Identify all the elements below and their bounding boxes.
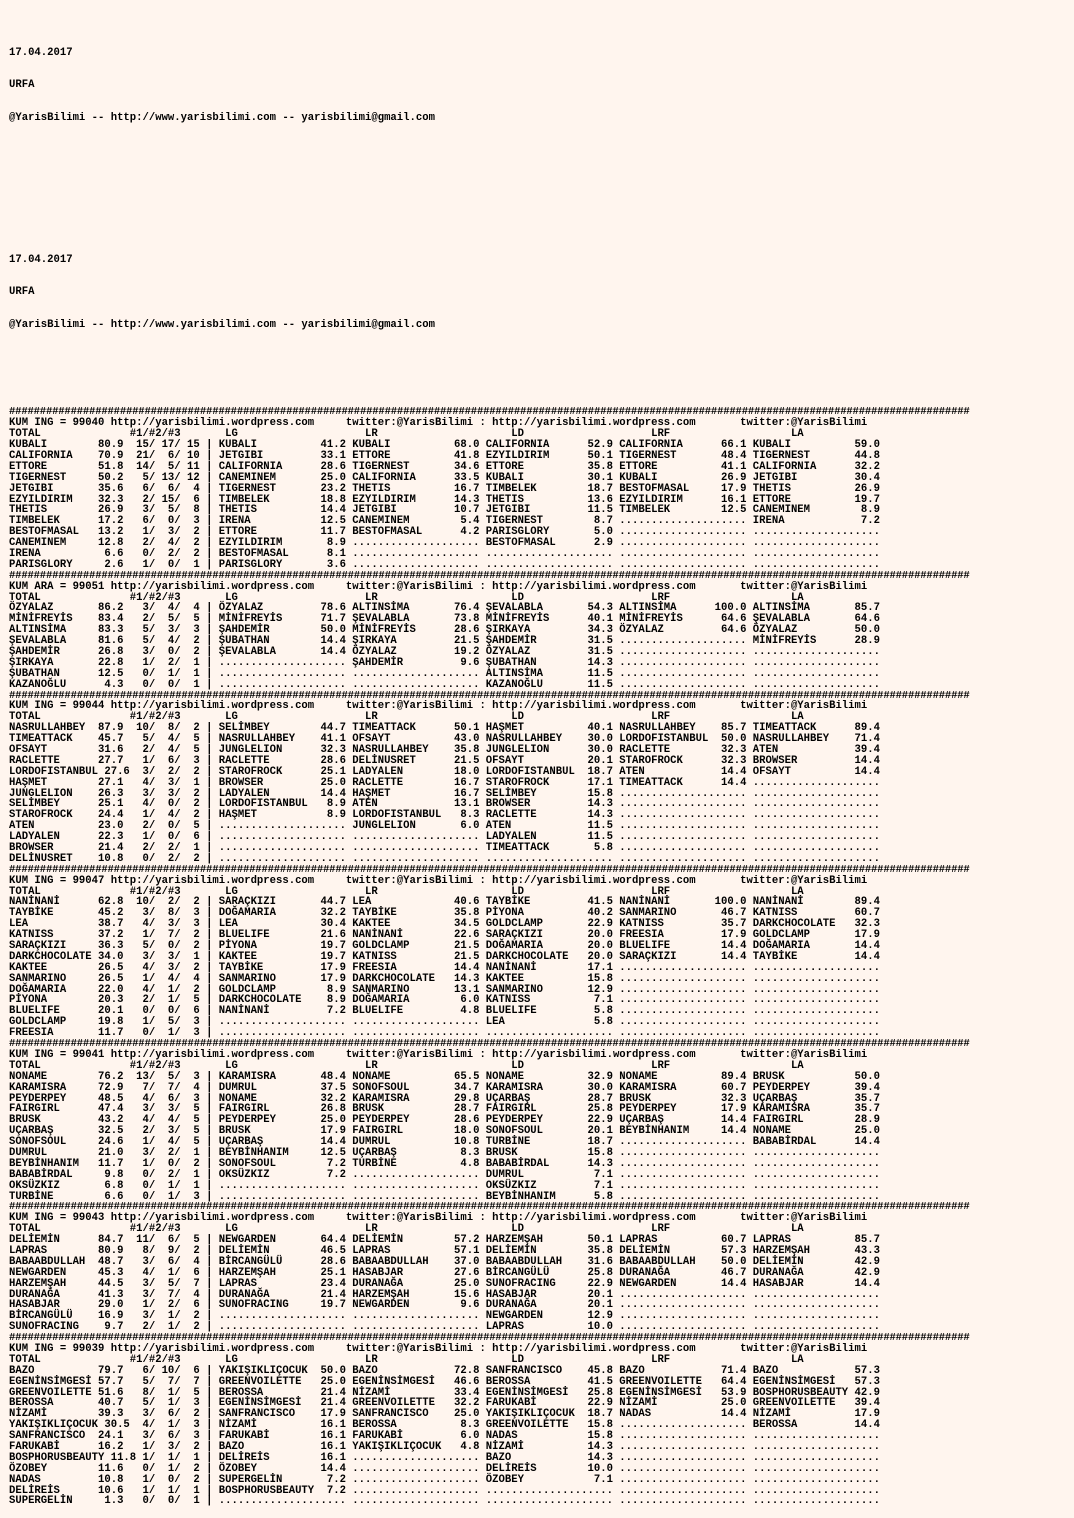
column-header: TOTAL #1/#2/#3 LG LR LD LRF LA	[9, 1059, 804, 1072]
horse-row: DARKCHOCOLATE 34.0 3/ 3/ 1 | KAKTEE 19.7 KATNISS 21.5 DARKCHOCOLATE 20.0 SARAÇKIZI 14.4 TAYBİKE 14.4	[9, 950, 880, 963]
horse-row: EZYILDIRIM 32.3 2/ 15/ 6 | TIMBELEK 18.8 EZYILDIRIM 14.3 THETIS 13.6 EZYILDIRIM 16.1 ETTORE 19.7	[9, 493, 880, 506]
horse-row: BLUELIFE 20.1 0/ 0/ 6 | NANİNANİ 7.2 BLUELIFE 4.8 BLUELIFE 5.8 .................... ....................	[9, 1005, 880, 1018]
race-title: KUM ING = 99047 http://yarisbilimi.wordpress.com twitter:@YarisBilimi : http://yarisbilimi.wordpress.com twitter:@YarisBilimi	[9, 874, 868, 887]
horse-row: CALIFORNIA 70.9 21/ 6/ 10 | JETGIBI 33.1 ETTORE 41.8 EZYILDIRIM 50.1 TIGERNEST 48.4 TIGERNEST 44.8	[9, 449, 880, 462]
report-date: 17.04.2017	[9, 46, 73, 59]
race-tables	[9, 407, 1074, 1507]
race-block	[9, 1202, 1074, 1333]
race-title: KUM ING = 99043 http://yarisbilimi.wordpress.com twitter:@YarisBilimi : http://yarisbilimi.wordpress.com twitter:@YarisBilimi	[9, 1212, 868, 1225]
horse-row: UÇARBAŞ 32.5 2/ 3/ 5 | BRUSK 17.9 FAIRGIRL 18.0 SONOFSOUL 20.1 BEYBİNHANIM 14.4 NONAME 25.0	[9, 1125, 880, 1138]
horse-row: NONAME 76.2 13/ 5/ 3 | KARAMISRA 48.4 NONAME 65.5 NONAME 32.9 NONAME 89.4 BRUSK 50.0	[9, 1070, 880, 1083]
horse-row: CANEMINEM 12.8 2/ 4/ 2 | EZYILDIRIM 8.9 .................... BESTOFMASAL 2.9 .................... ....................	[9, 537, 880, 550]
horse-row: TIMEATTACK 45.7 5/ 4/ 5 | NASRULLAHBEY 41.1 OFSAYT 43.0 NASRULLAHBEY 30.0 LORDOFISTANBUL 50.0 NASRULLAHBEY 71.4	[9, 733, 880, 746]
race-block	[9, 865, 1074, 1039]
horse-row: NASRULLAHBEY 87.9 10/ 8/ 2 | SELİMBEY 44.7 TIMEATTACK 50.1 HAŞMET 40.1 NASRULLAHBEY 85.7 TIMEATTACK 89.4	[9, 722, 880, 735]
horse-row: ATEN 23.0 2/ 0/ 5 | .................... JUNGLELION 6.0 ATEN 11.5 .................... ....................	[9, 820, 880, 833]
horse-row: KUBALI 80.9 15/ 17/ 15 | KUBALI 41.2 KUBALI 68.0 CALIFORNIA 52.9 CALIFORNIA 66.1 KUBALI 59.0	[9, 439, 880, 452]
horse-row: NEWGARDEN 45.3 4/ 1/ 6 | HARZEMŞAH 25.1 HASABJAR 27.6 BİRCANGÜLÜ 25.8 DURANAĞA 46.7 DURANAĞA 42.9	[9, 1266, 880, 1279]
horse-row: KARAMISRA 72.9 7/ 7/ 4 | DUMRUL 37.5 SONOFSOUL 34.7 KARAMISRA 30.0 KARAMISRA 60.7 PEYDERPEY 39.4	[9, 1081, 880, 1094]
horse-row: JUNGLELION 26.3 3/ 3/ 2 | LADYALEN 14.4 HAŞMET 16.7 SELİMBEY 15.8 .................... ....................	[9, 787, 880, 800]
horse-row: LEA 38.7 4/ 3/ 3 | LEA 30.4 KAKTEE 34.5 GOLDCLAMP 22.9 KATNISS 35.7 DARKCHOCOLATE 32.3	[9, 918, 880, 931]
horse-row: ÖZYALAZ 86.2 3/ 4/ 4 | ÖZYALAZ 78.6 ALTINSİMA 76.4 ŞEVALABLA 54.3 ALTINSİMA 100.0 ALTINSİMA 85.7	[9, 602, 880, 615]
horse-row: SANMARINO 26.5 1/ 4/ 4 | SANMARINO 17.9 DARKCHOCOLATE 14.3 KAKTEE 15.8 .................... ....................	[9, 972, 880, 985]
spacer	[9, 168, 1074, 179]
column-header: TOTAL #1/#2/#3 LG LR LD LRF LA	[9, 885, 804, 898]
column-header: TOTAL #1/#2/#3 LG LR LD LRF LA	[9, 428, 804, 441]
race-block	[9, 691, 1074, 865]
horse-row: DUMRUL 21.0 3/ 2/ 1 | BEYBİNHANIM 12.5 UÇARBAŞ 8.3 BRUSK 15.8 .................... ....................	[9, 1146, 880, 1159]
horse-row: KAZANOĞLU 4.3 0/ 0/ 1 | .................... .................... KAZANOĞLU 11.5 .................... ....................	[9, 678, 880, 691]
horse-row: FREESIA 11.7 0/ 1/ 3 | .................... .................... .................... .................... ....................	[9, 1027, 880, 1040]
horse-row: MİNİFREYİS 83.4 2/ 5/ 5 | MİNİFREYİS 71.7 ŞEVALABLA 73.8 MİNİFREYİS 40.1 MİNİFREYİS 64.6 ŞEVALABLA 64.6	[9, 613, 880, 626]
horse-row: ŞEVALABLA 81.6 5/ 4/ 2 | ŞUBATHAN 14.4 ŞIRKAYA 21.5 ŞAHDEMİR 31.5 .................... MİNİFREYİS 28.9	[9, 635, 880, 648]
horse-row: DELİNUSRET 10.8 0/ 2/ 2 | .................... .................... .................... .................... ....................	[9, 852, 880, 865]
horse-row: HAŞMET 27.1 4/ 3/ 1 | BROWSER 25.0 RACLETTE 16.7 STAROFROCK 17.1 TIMEATTACK 14.4 ....................	[9, 776, 880, 789]
horse-row: LORDOFISTANBUL 27.6 3/ 2/ 2 | STAROFROCK 25.1 LADYALEN 18.0 LORDOFISTANBUL 18.7 ATEN 14.4 OFSAYT 14.4	[9, 765, 880, 778]
report-header-2	[9, 233, 1074, 353]
horse-row: PEYDERPEY 48.5 4/ 6/ 3 | NONAME 32.2 KARAMISRA 29.8 UÇARBAŞ 28.7 BRUSK 32.3 UÇARBAŞ 35.7	[9, 1092, 880, 1105]
horse-row: OKSÜZKIZ 6.8 0/ 1/ 1 | .................... .................... OKSÜZKIZ 7.1 .................... ....................	[9, 1179, 880, 1192]
horse-row: DELİEMİN 84.7 11/ 6/ 5 | NEWGARDEN 64.4 DELİEMİN 57.2 HARZEMŞAH 50.1 LAPRAS 60.7 LAPRAS 85.7	[9, 1234, 880, 1247]
horse-row: RACLETTE 27.7 1/ 6/ 3 | RACLETTE 28.6 DELİNUSRET 21.5 OFSAYT 20.1 STAROFROCK 32.3 BROWSER 14.4	[9, 754, 880, 767]
horse-row: KATNISS 37.2 1/ 7/ 2 | BLUELIFE 21.6 NANİNANİ 22.6 SARAÇKIZI 20.0 FREESIA 17.9 GOLDCLAMP 17.9	[9, 929, 880, 942]
report-city: URFA	[9, 286, 35, 299]
horse-row: ŞAHDEMİR 26.8 3/ 0/ 2 | ŞEVALABLA 14.4 ÖZYALAZ 19.2 ÖZYALAZ 31.5 .................... ....................	[9, 645, 880, 658]
horse-row: BAZO 79.7 6/ 10/ 6 | YAKIŞIKLIÇOCUK 50.0 BAZO 72.8 SANFRANCISCO 45.8 BAZO 71.4 BAZO 57.3	[9, 1364, 880, 1377]
separator-line: ############################################################################################################################################################	[9, 690, 970, 702]
horse-row: LAPRAS 80.9 8/ 9/ 2 | DELİEMİN 46.5 LAPRAS 57.1 DELİEMİN 35.8 DELİEMİN 57.3 HARZEMŞAH 43.3	[9, 1244, 880, 1257]
report-date: 17.04.2017	[9, 253, 73, 266]
horse-row: FAIRGIRL 47.4 3/ 3/ 5 | FAIRGIRL 26.8 BRUSK 28.7 FAIRGIRL 25.8 PEYDERPEY 17.9 KARAMISRA 35.7	[9, 1103, 880, 1116]
spacer	[9, 375, 1074, 386]
horse-row: KAKTEE 26.5 4/ 3/ 2 | TAYBİKE 17.9 FREESIA 14.4 NANİNANİ 17.1 .................... ....................	[9, 961, 880, 974]
horse-row: EGENİNSİMGESİ 57.7 5/ 7/ 7 | GREENVOILETTE 25.0 EGENİNSİMGESİ 46.6 BEROSSA 41.5 GREENVOILETTE 64.4 EGENİNSİMGESİ 57.3	[9, 1375, 880, 1388]
race-block	[9, 1333, 1074, 1507]
horse-row: SARAÇKIZI 36.3 5/ 0/ 2 | PİYONA 19.7 GOLDCLAMP 21.5 DOĞAMARIA 20.0 BLUELIFE 14.4 DOĞAMARIA 14.4	[9, 940, 880, 953]
horse-row: NİZAMİ 39.3 3/ 6/ 2 | SANFRANCISCO 17.9 SANFRANCISCO 25.0 YAKIŞIKLIÇOCUK 18.7 NADAS 14.4 NİZAMİ 17.9	[9, 1408, 880, 1421]
horse-row: TAYBİKE 45.2 3/ 8/ 3 | DOĞAMARIA 32.2 TAYBİKE 35.8 PİYONA 40.2 SANMARINO 46.7 KATNISS 60.7	[9, 907, 880, 920]
column-header: TOTAL #1/#2/#3 LG LR LD LRF LA	[9, 711, 804, 724]
separator-line: ############################################################################################################################################################	[9, 570, 970, 582]
horse-row: THETIS 26.9 3/ 5/ 8 | THETIS 14.4 JETGIBI 10.7 JETGIBI 11.5 TIMBELEK 12.5 CANEMINEM 8.9	[9, 504, 880, 517]
race-title: KUM ING = 99039 http://yarisbilimi.wordpress.com twitter:@YarisBilimi : http://yarisbilimi.wordpress.com twitter:@YarisBilimi	[9, 1342, 868, 1355]
horse-row: HASABJAR 29.0 1/ 2/ 6 | SUNOFRACING 19.7 NEWGARDEN 9.6 DURANAĞA 20.1 .................... ....................	[9, 1299, 880, 1312]
horse-row: DOĞAMARIA 22.0 4/ 1/ 2 | GOLDCLAMP 8.9 SANMARINO 13.1 SANMARINO 12.9 .................... ....................	[9, 983, 880, 996]
horse-row: BİRCANGÜLÜ 16.9 3/ 1/ 2 | .................... .................... NEWGARDEN 12.9 .................... ....................	[9, 1310, 880, 1323]
race-block	[9, 407, 1074, 570]
horse-row: BABABİRDAL 9.8 0/ 2/ 1 | OKSÜZKIZ 7.2 .................... DUMRUL 7.1 .................... ....................	[9, 1168, 880, 1181]
race-block	[9, 571, 1074, 691]
horse-row: ŞUBATHAN 12.5 0/ 1/ 1 | .................... .................... ALTINSİMA 11.5 .................... ....................	[9, 667, 880, 680]
horse-row: BRUSK 43.2 4/ 4/ 5 | PEYDERPEY 25.0 PEYDERPEY 28.6 PEYDERPEY 22.9 UÇARBAŞ 14.4 FAIRGIRL 28.9	[9, 1114, 880, 1127]
column-header: TOTAL #1/#2/#3 LG LR LD LRF LA	[9, 1353, 804, 1366]
horse-row: ALTINSİMA 83.3 5/ 3/ 3 | ŞAHDEMİR 50.0 MİNİFREYİS 28.6 ŞIRKAYA 34.3 ÖZYALAZ 64.6 ÖZYALAZ 50.0	[9, 624, 880, 637]
horse-row: BABAABDULLAH 48.7 3/ 6/ 4 | BİRCANGÜLÜ 28.6 BABAABDULLAH 37.0 BABAABDULLAH 31.6 BABAABDULLAH 50.0 DELİEMİN 42.9	[9, 1255, 880, 1268]
separator-line: ############################################################################################################################################################	[9, 1202, 970, 1214]
horse-row: ŞIRKAYA 22.8 1/ 2/ 1 | .................... ŞAHDEMİR 9.6 ŞUBATHAN 14.3 .................... ....................	[9, 656, 880, 669]
horse-row: YAKIŞIKLIÇOCUK 30.5 4/ 1/ 3 | NİZAMİ 16.1 BEROSSA 8.3 GREENVOILETTE 15.8 .................... BEROSSA 14.4	[9, 1419, 880, 1432]
horse-row: ÖZOBEY 11.6 0/ 1/ 2 | ÖZOBEY 14.4 .................... DELİREİS 10.0 .................... ....................	[9, 1462, 880, 1475]
report-city: URFA	[9, 79, 35, 92]
horse-row: STAROFROCK 24.4 1/ 4/ 2 | HAŞMET 8.9 LORDOFISTANBUL 8.3 RACLETTE 14.3 .................... ....................	[9, 809, 880, 822]
horse-row: BOSPHORUSBEAUTY 11.8 1/ 1/ 1 | DELİREİS 16.1 .................... BAZO 14.3 .................... ....................	[9, 1451, 880, 1464]
horse-row: OFSAYT 31.6 2/ 4/ 5 | JUNGLELION 32.3 NASRULLAHBEY 35.8 JUNGLELION 30.0 RACLETTE 32.3 ATEN 39.4	[9, 744, 880, 756]
horse-row: ETTORE 51.8 14/ 5/ 11 | CALIFORNIA 28.6 TIGERNEST 34.6 ETTORE 35.8 ETTORE 41.1 CALIFORNIA 32.2	[9, 460, 880, 473]
horse-row: SUPERGELİN 1.3 0/ 0/ 1 | .................... .................... .................... .................... ....................	[9, 1495, 880, 1508]
report-contact: @YarisBilimi -- http://www.yarisbilimi.com -- yarisbilimi@gmail.com	[9, 319, 435, 332]
column-header: TOTAL #1/#2/#3 LG LR LD LRF LA	[9, 591, 804, 604]
column-header: TOTAL #1/#2/#3 LG LR LD LRF LA	[9, 1223, 804, 1236]
horse-row: SELİMBEY 25.1 4/ 0/ 2 | LORDOFISTANBUL 8.9 ATEN 13.1 BROWSER 14.3 .................... ....................	[9, 798, 880, 811]
horse-row: GREENVOILETTE 51.6 8/ 1/ 5 | BEROSSA 21.4 NİZAMİ 33.4 EGENİNSİMGESİ 25.8 EGENİNSİMGESİ 53.9 BOSPHORUSBEAUTY 42.9	[9, 1386, 880, 1399]
race-title: KUM ARA = 99051 http://yarisbilimi.wordpress.com twitter:@YarisBilimi : http://yarisbilimi.wordpress.com twitter:@YarisBilimi	[9, 580, 868, 593]
race-block	[9, 1039, 1074, 1202]
horse-row: HARZEMŞAH 44.5 3/ 5/ 7 | LAPRAS 23.4 DURANAĞA 25.0 SUNOFRACING 22.9 NEWGARDEN 14.4 HASABJAR 14.4	[9, 1277, 880, 1290]
horse-row: TURBİNE 6.6 0/ 1/ 3 | .................... .................... BEYBİNHANIM 5.8 .................... ....................	[9, 1190, 880, 1203]
horse-row: NANİNANİ 62.8 10/ 2/ 2 | SARAÇKIZI 44.7 LEA 40.6 TAYBİKE 41.5 NANİNANİ 100.0 NANİNANİ 89.4	[9, 896, 880, 909]
horse-row: PİYONA 20.3 2/ 1/ 5 | DARKCHOCOLATE 8.9 DOĞAMARIA 6.0 KATNISS 7.1 .................... ....................	[9, 994, 880, 1007]
race-title: KUM ING = 99041 http://yarisbilimi.wordpress.com twitter:@YarisBilimi : http://yarisbilimi.wordpress.com twitter:@YarisBilimi	[9, 1048, 868, 1061]
horse-row: SUNOFRACING 9.7 2/ 1/ 2 | .................... .................... LAPRAS 10.0 .................... ....................	[9, 1321, 880, 1334]
horse-row: BESTOFMASAL 13.2 1/ 3/ 2 | ETTORE 11.7 BESTOFMASAL 4.2 PARISGLORY 5.0 .................... ....................	[9, 526, 880, 539]
horse-row: JETGIBI 35.6 6/ 6/ 4 | TIGERNEST 23.2 THETIS 16.7 TIMBELEK 18.7 BESTOFMASAL 17.9 THETIS 26.9	[9, 482, 880, 495]
report-contact: @YarisBilimi -- http://www.yarisbilimi.com -- yarisbilimi@gmail.com	[9, 112, 435, 125]
horse-row: GOLDCLAMP 19.8 1/ 5/ 3 | .................... .................... LEA 5.8 .................... ....................	[9, 1016, 880, 1029]
horse-row: BROWSER 21.4 2/ 2/ 1 | .................... .................... TIMEATTACK 5.8 .................... ....................	[9, 842, 880, 855]
horse-row: NADAS 10.8 1/ 0/ 2 | SUPERGELİN 7.2 .................... ÖZOBEY 7.1 .................... ....................	[9, 1473, 880, 1486]
horse-row: LADYALEN 22.3 1/ 0/ 6 | .................... .................... LADYALEN 11.5 .................... ....................	[9, 831, 880, 844]
separator-line: ############################################################################################################################################################	[9, 864, 970, 876]
horse-row: DURANAĞA 41.3 3/ 7/ 4 | DURANAĞA 21.4 HARZEMŞAH 15.6 HASABJAR 20.1 .................... ....................	[9, 1288, 880, 1301]
separator-line: ############################################################################################################################################################	[9, 1039, 970, 1050]
separator-line: ############################################################################################################################################################	[9, 407, 970, 419]
horse-row: IRENA 6.6 0/ 2/ 2 | BESTOFMASAL 8.1 .................... .................... .................... ....................	[9, 547, 880, 560]
horse-row: FARUKABİ 16.2 1/ 3/ 2 | BAZO 16.1 YAKIŞIKLIÇOCUK 4.8 NİZAMİ 14.3 .................... ....................	[9, 1441, 880, 1453]
report-header-1	[9, 26, 1074, 146]
race-title: KUM ING = 99044 http://yarisbilimi.wordpress.com twitter:@YarisBilimi : http://yarisbilimi.wordpress.com twitter:@YarisBilimi	[9, 700, 868, 713]
horse-row: TIMBELEK 17.2 6/ 0/ 3 | IRENA 12.5 CANEMINEM 5.4 TIGERNEST 8.7 .................... IRENA 7.2	[9, 515, 880, 528]
horse-row: SANFRANCISCO 24.1 3/ 6/ 3 | FARUKABİ 16.1 FARUKABİ 6.0 NADAS 15.8 .................... ....................	[9, 1430, 880, 1443]
horse-row: DELİREİS 10.6 1/ 1/ 1 | BOSPHORUSBEAUTY 7.2 .................... .................... .................... ....................	[9, 1484, 880, 1497]
horse-row: TIGERNEST 50.2 5/ 13/ 12 | CANEMINEM 25.0 CALIFORNIA 33.5 KUBALI 30.1 KUBALI 26.9 JETGIBI 30.4	[9, 471, 880, 484]
horse-row: SONOFSOUL 24.6 1/ 4/ 5 | UÇARBAŞ 14.4 DUMRUL 10.8 TURBİNE 18.7 .................... BABABİRDAL 14.4	[9, 1136, 880, 1149]
spacer	[9, 200, 1074, 211]
horse-row: PARISGLORY 2.6 1/ 0/ 1 | PARISGLORY 3.6 .................... .................... .................... ....................	[9, 558, 880, 571]
horse-row: BEROSSA 40.7 5/ 1/ 3 | EGENİNSİMGESİ 21.4 GREENVOILETTE 32.2 FARUKABİ 22.9 NİZAMİ 25.0 GREENVOILETTE 39.4	[9, 1397, 880, 1410]
separator-line: ############################################################################################################################################################	[9, 1333, 970, 1344]
horse-row: BEYBİNHANIM 11.7 1/ 0/ 2 | SONOFSOUL 7.2 TURBİNE 4.8 BABABİRDAL 14.3 .................... ....................	[9, 1157, 880, 1170]
race-title: KUM ING = 99040 http://yarisbilimi.wordpress.com twitter:@YarisBilimi : http://yarisbilimi.wordpress.com twitter:@YarisBilimi	[9, 417, 868, 430]
